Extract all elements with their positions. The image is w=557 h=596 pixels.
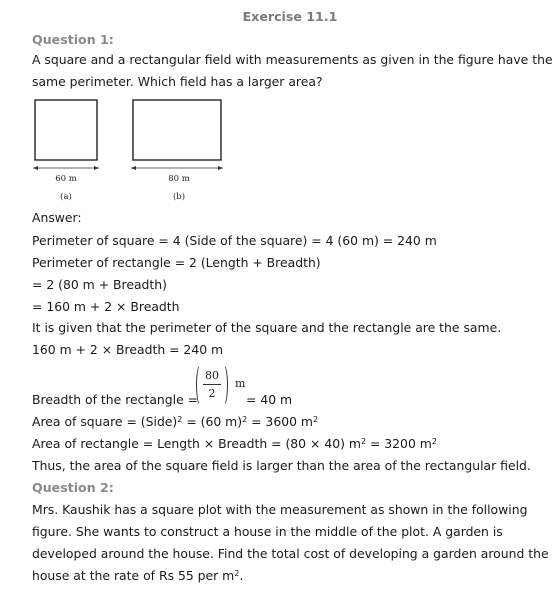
answer-line: Perimeter of square = 4 (Side of the square) = 4 (60 m) = 240 m <box>32 233 437 248</box>
fraction-unit: m <box>235 377 246 390</box>
question-1-text: A square and a rectangular field with measurements as given in the figure have the <box>32 52 553 67</box>
superscript: 2 <box>312 415 319 424</box>
fields-figure <box>30 96 240 208</box>
question-2-text: Mrs. Kaushik has a square plot with the measurement as shown in the following <box>32 502 528 517</box>
breadth-line-suffix: = 40 m <box>246 392 293 407</box>
answer-line: = 160 m + 2 × Breadth <box>32 299 180 314</box>
text: = 3600 m <box>247 414 313 429</box>
text: house at the rate of Rs 55 per m <box>32 568 235 583</box>
page-title: Exercise 11.1 <box>242 9 338 24</box>
rectangle-measure-label: 80 m <box>168 174 190 184</box>
superscript: 2 <box>242 415 248 424</box>
question-2-heading: Question 2: <box>32 480 114 495</box>
arrowhead-right-icon <box>218 166 223 170</box>
superscript: 2 <box>360 437 367 446</box>
rectangle-field <box>133 100 221 160</box>
fraction-denominator: 2 <box>208 387 216 400</box>
superscript: 2 <box>431 437 437 446</box>
answer-line: = 2 (80 m + Breadth) <box>32 277 167 292</box>
fraction <box>194 364 230 406</box>
text: Area of rectangle = Length × Breadth = (80 × 40) m <box>32 436 361 451</box>
text: Area of square = (Side) <box>32 414 178 429</box>
superscript: 2 <box>177 415 183 424</box>
question-1-text: same perimeter. Which field has a larger area? <box>32 74 323 89</box>
arrowhead-right-icon <box>94 166 99 170</box>
question-2-text <box>32 568 243 584</box>
arrowhead-left-icon <box>131 166 136 170</box>
answer-label: Answer: <box>32 210 82 225</box>
text: = 3200 m <box>366 436 432 451</box>
superscript: 2 <box>234 569 240 578</box>
question-2-text: figure. She wants to construct a house in the middle of the plot. A garden is <box>32 524 503 539</box>
fraction-numerator: 80 <box>205 369 219 382</box>
text: = (60 m) <box>182 414 243 429</box>
question-1-heading: Question 1: <box>32 32 114 47</box>
answer-line <box>32 436 437 452</box>
answer-line: 160 m + 2 × Breadth = 240 m <box>32 342 224 357</box>
answer-conclusion: Thus, the area of the square field is larger than the area of the rectangular field. <box>32 458 531 473</box>
answer-line: Perimeter of rectangle = 2 (Length + Breadth) <box>32 255 321 270</box>
fields-figure-drawing <box>30 96 240 208</box>
figure-a-label: (a) <box>60 192 72 202</box>
answer-line <box>32 414 318 430</box>
square-field <box>35 100 97 160</box>
breadth-line-prefix: Breadth of the rectangle = <box>32 392 199 407</box>
arrowhead-left-icon <box>33 166 38 170</box>
answer-line: It is given that the perimeter of the square and the rectangle are the same. <box>32 320 502 335</box>
square-measure-label: 60 m <box>55 174 77 184</box>
right-paren <box>219 364 228 406</box>
figure-b-label: (b) <box>172 192 186 202</box>
text: . <box>239 568 244 583</box>
question-2-text: developed around the house. Find the total cost of developing a garden around the <box>32 546 549 561</box>
